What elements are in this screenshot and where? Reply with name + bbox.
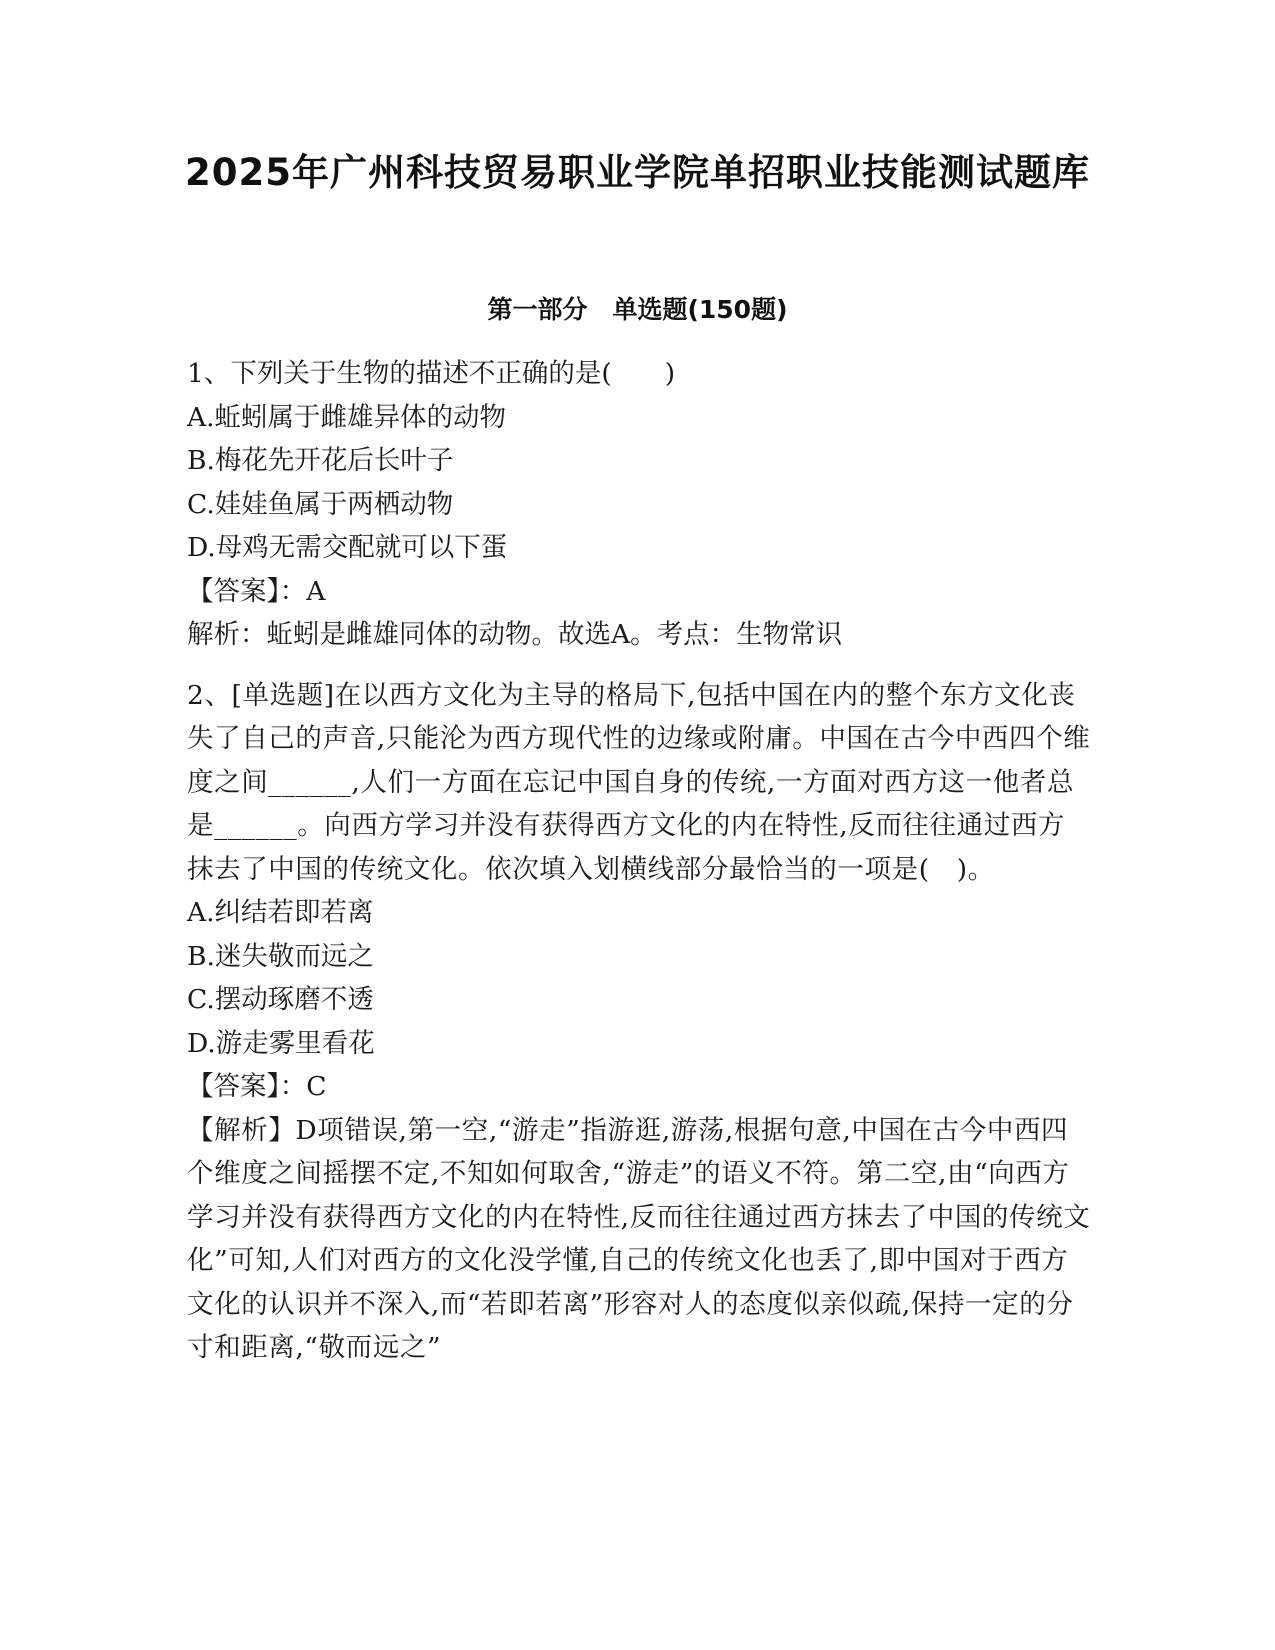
option-a: A.纠结若即若离 [187,897,374,928]
question-2 [187,674,1092,1370]
question-list [187,352,1092,1370]
question-stem: 2、[单选题]在以西方文化为主导的格局下,包括中国在内的整个东方文化丧失了自己的声音,只能沦为西方现代性的边缘或附庸。中国在古今中西四个维度之间______,人们一方面在忘记中国自身的传统,一方面对西方这一他者总是______。向西方学习并没有获得西方文化的内在特性,反而往往通过西方抹去了中国的传统文化。依次填入划横线部分最恰当的一项是( )。 [187,679,1091,885]
option-d: D.游走雾里看花 [187,1027,375,1059]
question-1 [187,352,1092,657]
document-title: 2025年广州科技贸易职业学院单招职业技能测试题库 [185,151,1090,194]
section-title: 第一部分 单选题(150题) [487,295,788,324]
answer: 【答案】：C [187,1071,327,1102]
option-b: B.迷失敬而远之 [187,940,374,972]
option-a: A.蚯蚓属于雌雄异体的动物 [187,401,507,433]
option-c: C.摆动琢磨不透 [187,984,374,1015]
option-b: B.梅花先开花后长叶子 [187,445,454,476]
option-d: D.母鸡无需交配就可以下蛋 [187,532,508,563]
option-c: C.娃娃鱼属于两栖动物 [187,488,454,520]
analysis: 解析：蚯蚓是雌雄同体的动物。故选A。考点：生物常识 [187,619,843,650]
analysis: 【解析】D项错误,第一空,“游走”指游逛,游荡,根据句意,中国在古今中西四个维度之间摇摆不定,不知如何取舍,“游走”的语义不符。第二空,由“向西方学习并没有获得西方文化的内在特性,反而往往通过西方抹去了中国的传统文化”可知,人们对西方的文化没学懂,自己的传统文化也丢了,即中国对于西方文化的认识并不深入,而“若即若离”形容对人的态度似亲似疏,保持一定的分寸和距离,“敬而远之” [187,1114,1091,1363]
answer: 【答案】：A [187,575,326,607]
question-stem: 1、下列关于生物的描述不正确的是( ) [187,358,676,389]
